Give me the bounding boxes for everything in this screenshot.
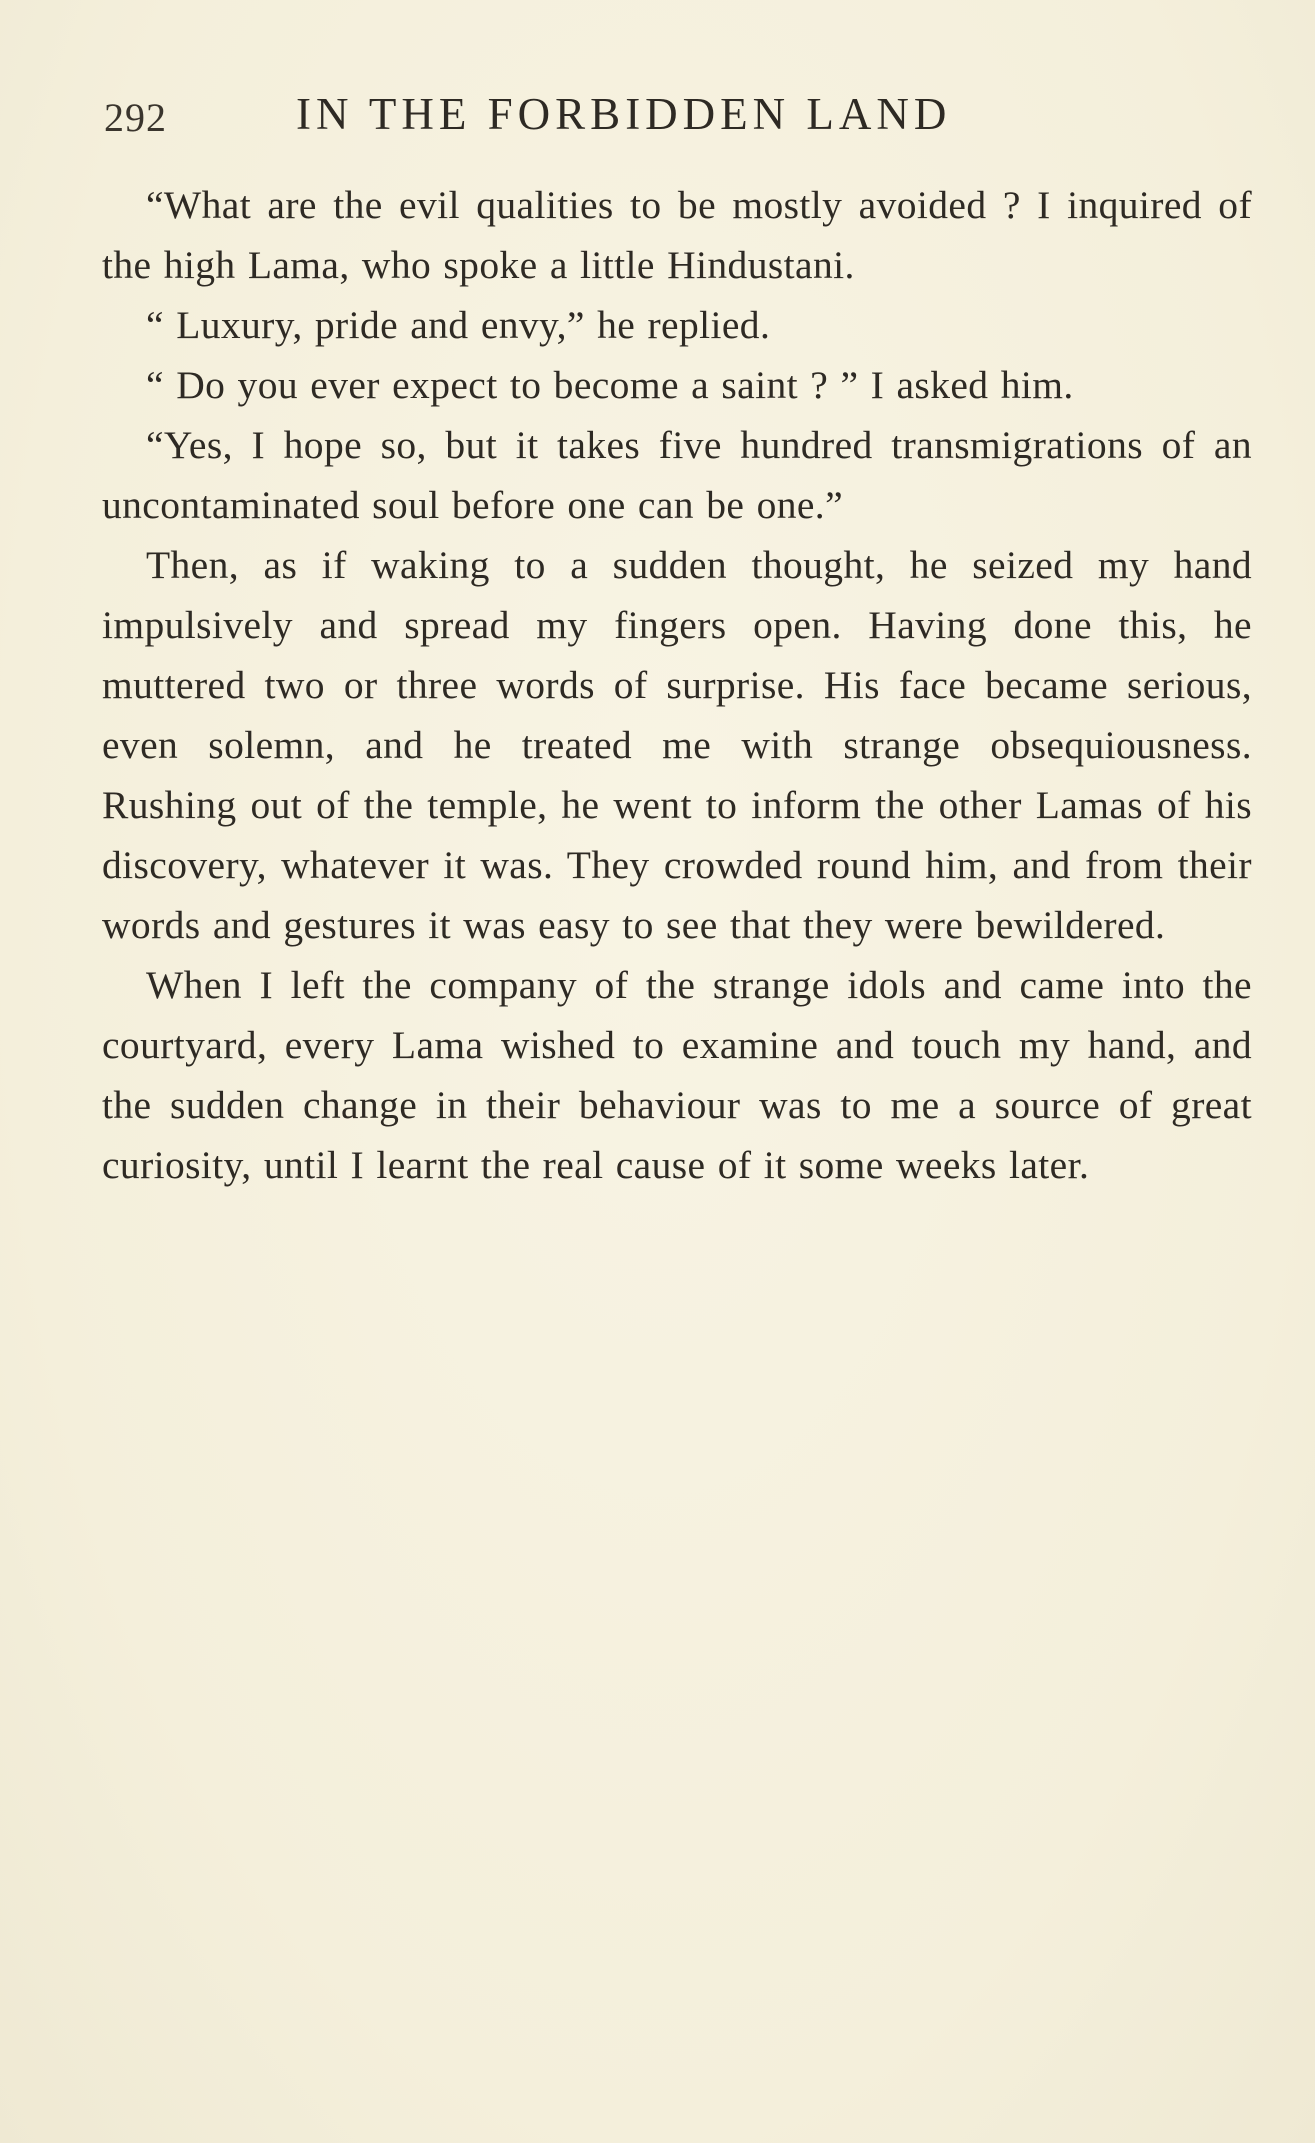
- body-text: [102, 175, 1252, 1195]
- paragraph-courtyard: When I left the company of the strange idols and came into the courtyard, every Lama wished to examine and touch my hand, and the sudden change in their behaviour was to me a source of great curiosity, until I learnt the real cause of it some weeks later.: [102, 963, 1252, 1187]
- paragraph-reply-luxury: “ Luxury, pride and envy,” he replied.: [146, 303, 771, 347]
- running-title: IN THE FORBIDDEN LAND: [296, 89, 952, 139]
- running-head: [104, 88, 1254, 148]
- paragraph-question-evil-qualities: “What are the evil qualities to be mostly avoided ? I inquired of the high Lama, who spoke a little Hindustani.: [102, 183, 1252, 287]
- page-number: 292: [104, 95, 167, 140]
- paragraph-question-saint: “ Do you ever expect to become a saint ? ” I asked him.: [146, 363, 1074, 407]
- paragraph-reply-transmigrations: “Yes, I hope so, but it takes five hundred transmigrations of an uncontaminated soul before one can be one.”: [102, 423, 1252, 527]
- paragraph-hand-discovery: Then, as if waking to a sudden thought, he seized my hand impulsively and spread my fingers open. Having done this, he muttered two or three words of surprise. His face became serious, even solemn, and he treated me with strange obsequiousness. Rushing out of the temple, he went to inform the other Lamas of his discovery, whatever it was. They crowded round him, and from their words and gestures it was easy to see that they were bewildered.: [102, 543, 1252, 947]
